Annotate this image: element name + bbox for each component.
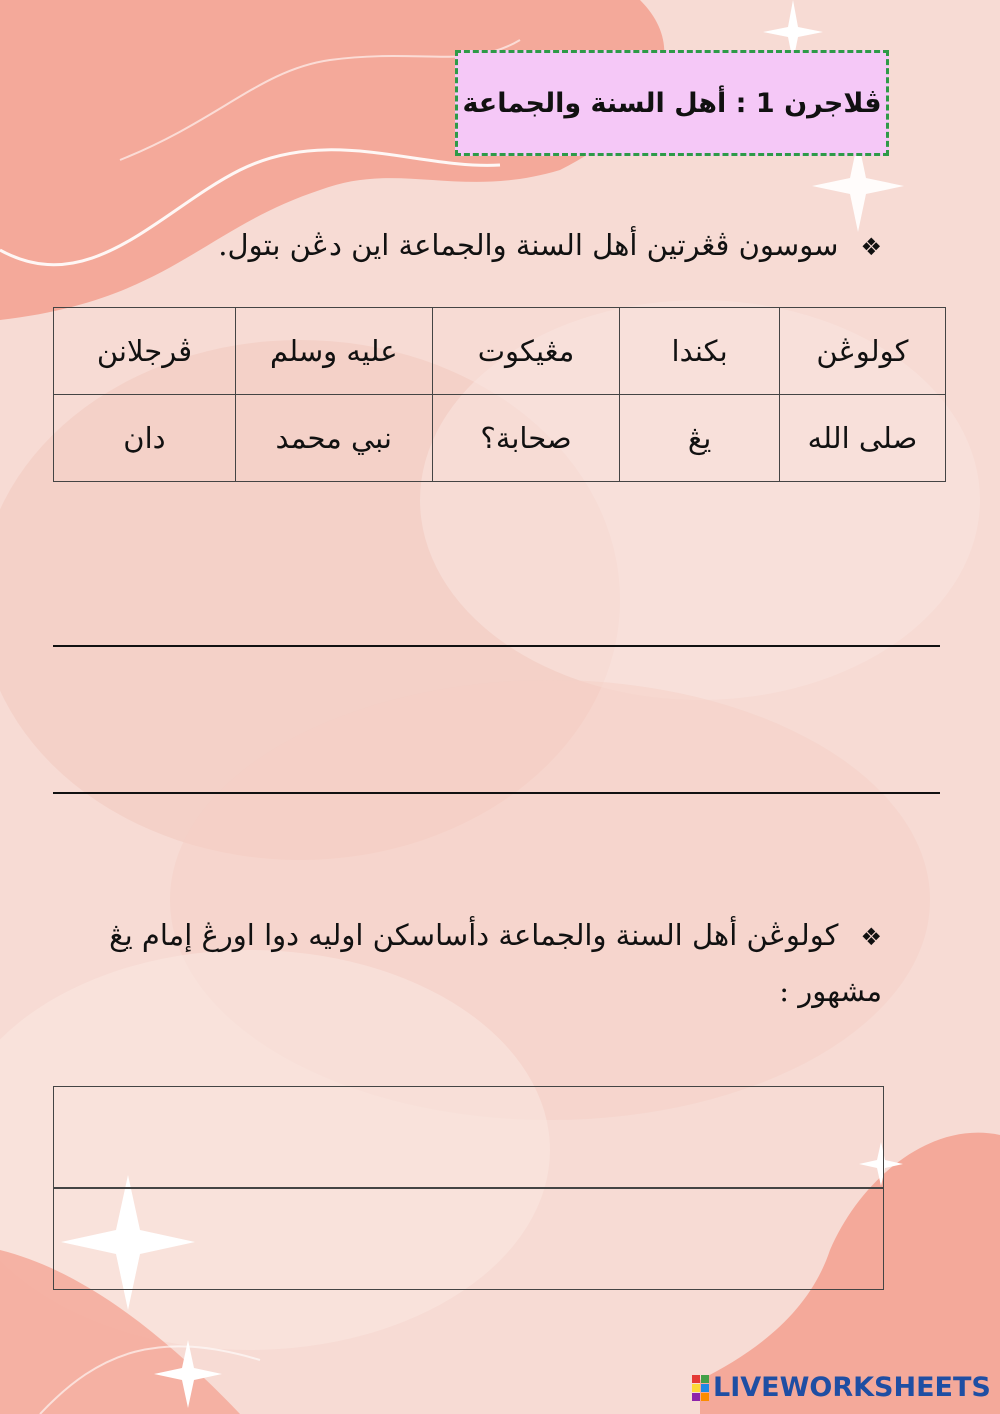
instruction-1 [218,218,882,274]
word-cell[interactable]: يڠ [620,395,779,482]
word-cell[interactable]: صلى الله [779,395,945,482]
liveworksheets-logo [692,1372,991,1403]
instruction-2-line-1 [82,908,882,964]
instruction-2-line-2 [82,964,882,1018]
word-cell[interactable]: عليه وسلم [235,308,432,395]
diamond-bullet-icon: ❖ [860,233,882,261]
word-cell[interactable]: كولوڠن [779,308,945,395]
answer-box-2[interactable] [53,1188,884,1290]
brand-name: LIVEWORKSHEETS [713,1372,991,1403]
instruction-2-text-2: مشهور : [779,974,882,1008]
word-cell[interactable]: مڠيكوت [432,308,620,395]
answer-box-1[interactable] [53,1086,884,1188]
answer-line[interactable] [53,792,940,794]
instruction-2 [82,908,882,1018]
lesson-title-text: ڤلاجرن 1 : أهل السنة والجماعة [462,87,882,119]
table-row [54,395,946,482]
word-cell[interactable]: ڤرجلانن [54,308,236,395]
liveworksheets-icon [692,1375,709,1401]
word-table [53,307,946,482]
word-cell[interactable]: دان [54,395,236,482]
instruction-1-text: سوسون ڤڠرتين أهل السنة والجماعة اين دڠن بتول. [218,228,839,262]
word-cell[interactable]: نبي محمد [235,395,432,482]
table-row [54,308,946,395]
word-cell[interactable]: صحابة؟ [432,395,620,482]
answer-line[interactable] [53,645,940,647]
lesson-title [455,50,889,156]
instruction-2-text: كولوڠن أهل السنة والجماعة دأساسكن اوليه دوا اورڠ إمام يڠ [109,918,839,952]
diamond-bullet-icon: ❖ [860,923,882,951]
word-cell[interactable]: بكندا [620,308,779,395]
